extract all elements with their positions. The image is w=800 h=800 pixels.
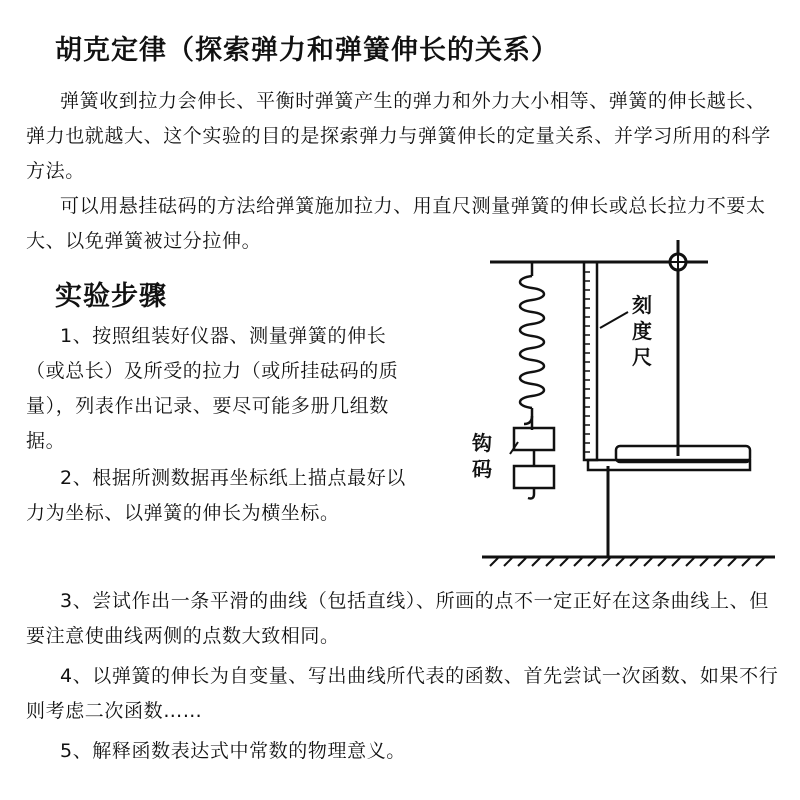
intro-paragraph-2: 可以用悬挂砝码的方法给弹簧施加拉力、用直尺测量弹簧的伸长或总长拉力不要太大、以免弹簧被过分拉伸。 [26,195,766,252]
step-4: 4、以弹簧的伸长为自变量、写出曲线所代表的函数、首先尝试一次函数、如果不行则考虑二次函数…… [26,665,779,722]
ground-hatch [490,558,764,566]
ruler-label-char-2: 度 [632,319,652,343]
weight-1 [514,428,554,450]
ruler [584,262,597,460]
step-2: 2、根据所测数据再坐标纸上描点最好以力为坐标、以弹簧的伸长为横坐标。 [26,467,406,524]
spring-apparatus-diagram [470,228,790,568]
page-title: 胡克定律（探索弹力和弹簧伸长的关系） [55,35,559,66]
weights-label-char-2: 码 [472,457,492,481]
step-1: 1、按照组装好仪器、测量弹簧的伸长（或总长）及所受的拉力（或所挂砝码的质量），列表作出记录、要尽可能多册几组数据。 [26,325,399,452]
ruler-ticks [584,272,590,452]
step-5: 5、解释函数表达式中常数的物理意义。 [60,740,406,762]
weight-2 [514,466,554,488]
ruler-label-char-1: 刻 [632,293,652,317]
intro-paragraph-1: 弹簧收到拉力会伸长、平衡时弹簧产生的弹力和外力大小相等、弹簧的伸长越长、弹力也就越大、这个实验的目的是探索弹力与弹簧伸长的定量关系、并学习所用的科学方法。 [26,90,771,182]
weights-label-char-1: 钩 [472,431,492,455]
section-title: 实验步骤 [55,281,167,312]
step-3: 3、尝试作出一条平滑的曲线（包括直线）、所画的点不一定正好在这条曲线上、但要注意使曲线两侧的点数大致相同。 [26,590,769,647]
ruler-label-pointer [600,312,628,328]
spring [520,276,544,408]
ruler-label-char-3: 尺 [632,345,652,369]
